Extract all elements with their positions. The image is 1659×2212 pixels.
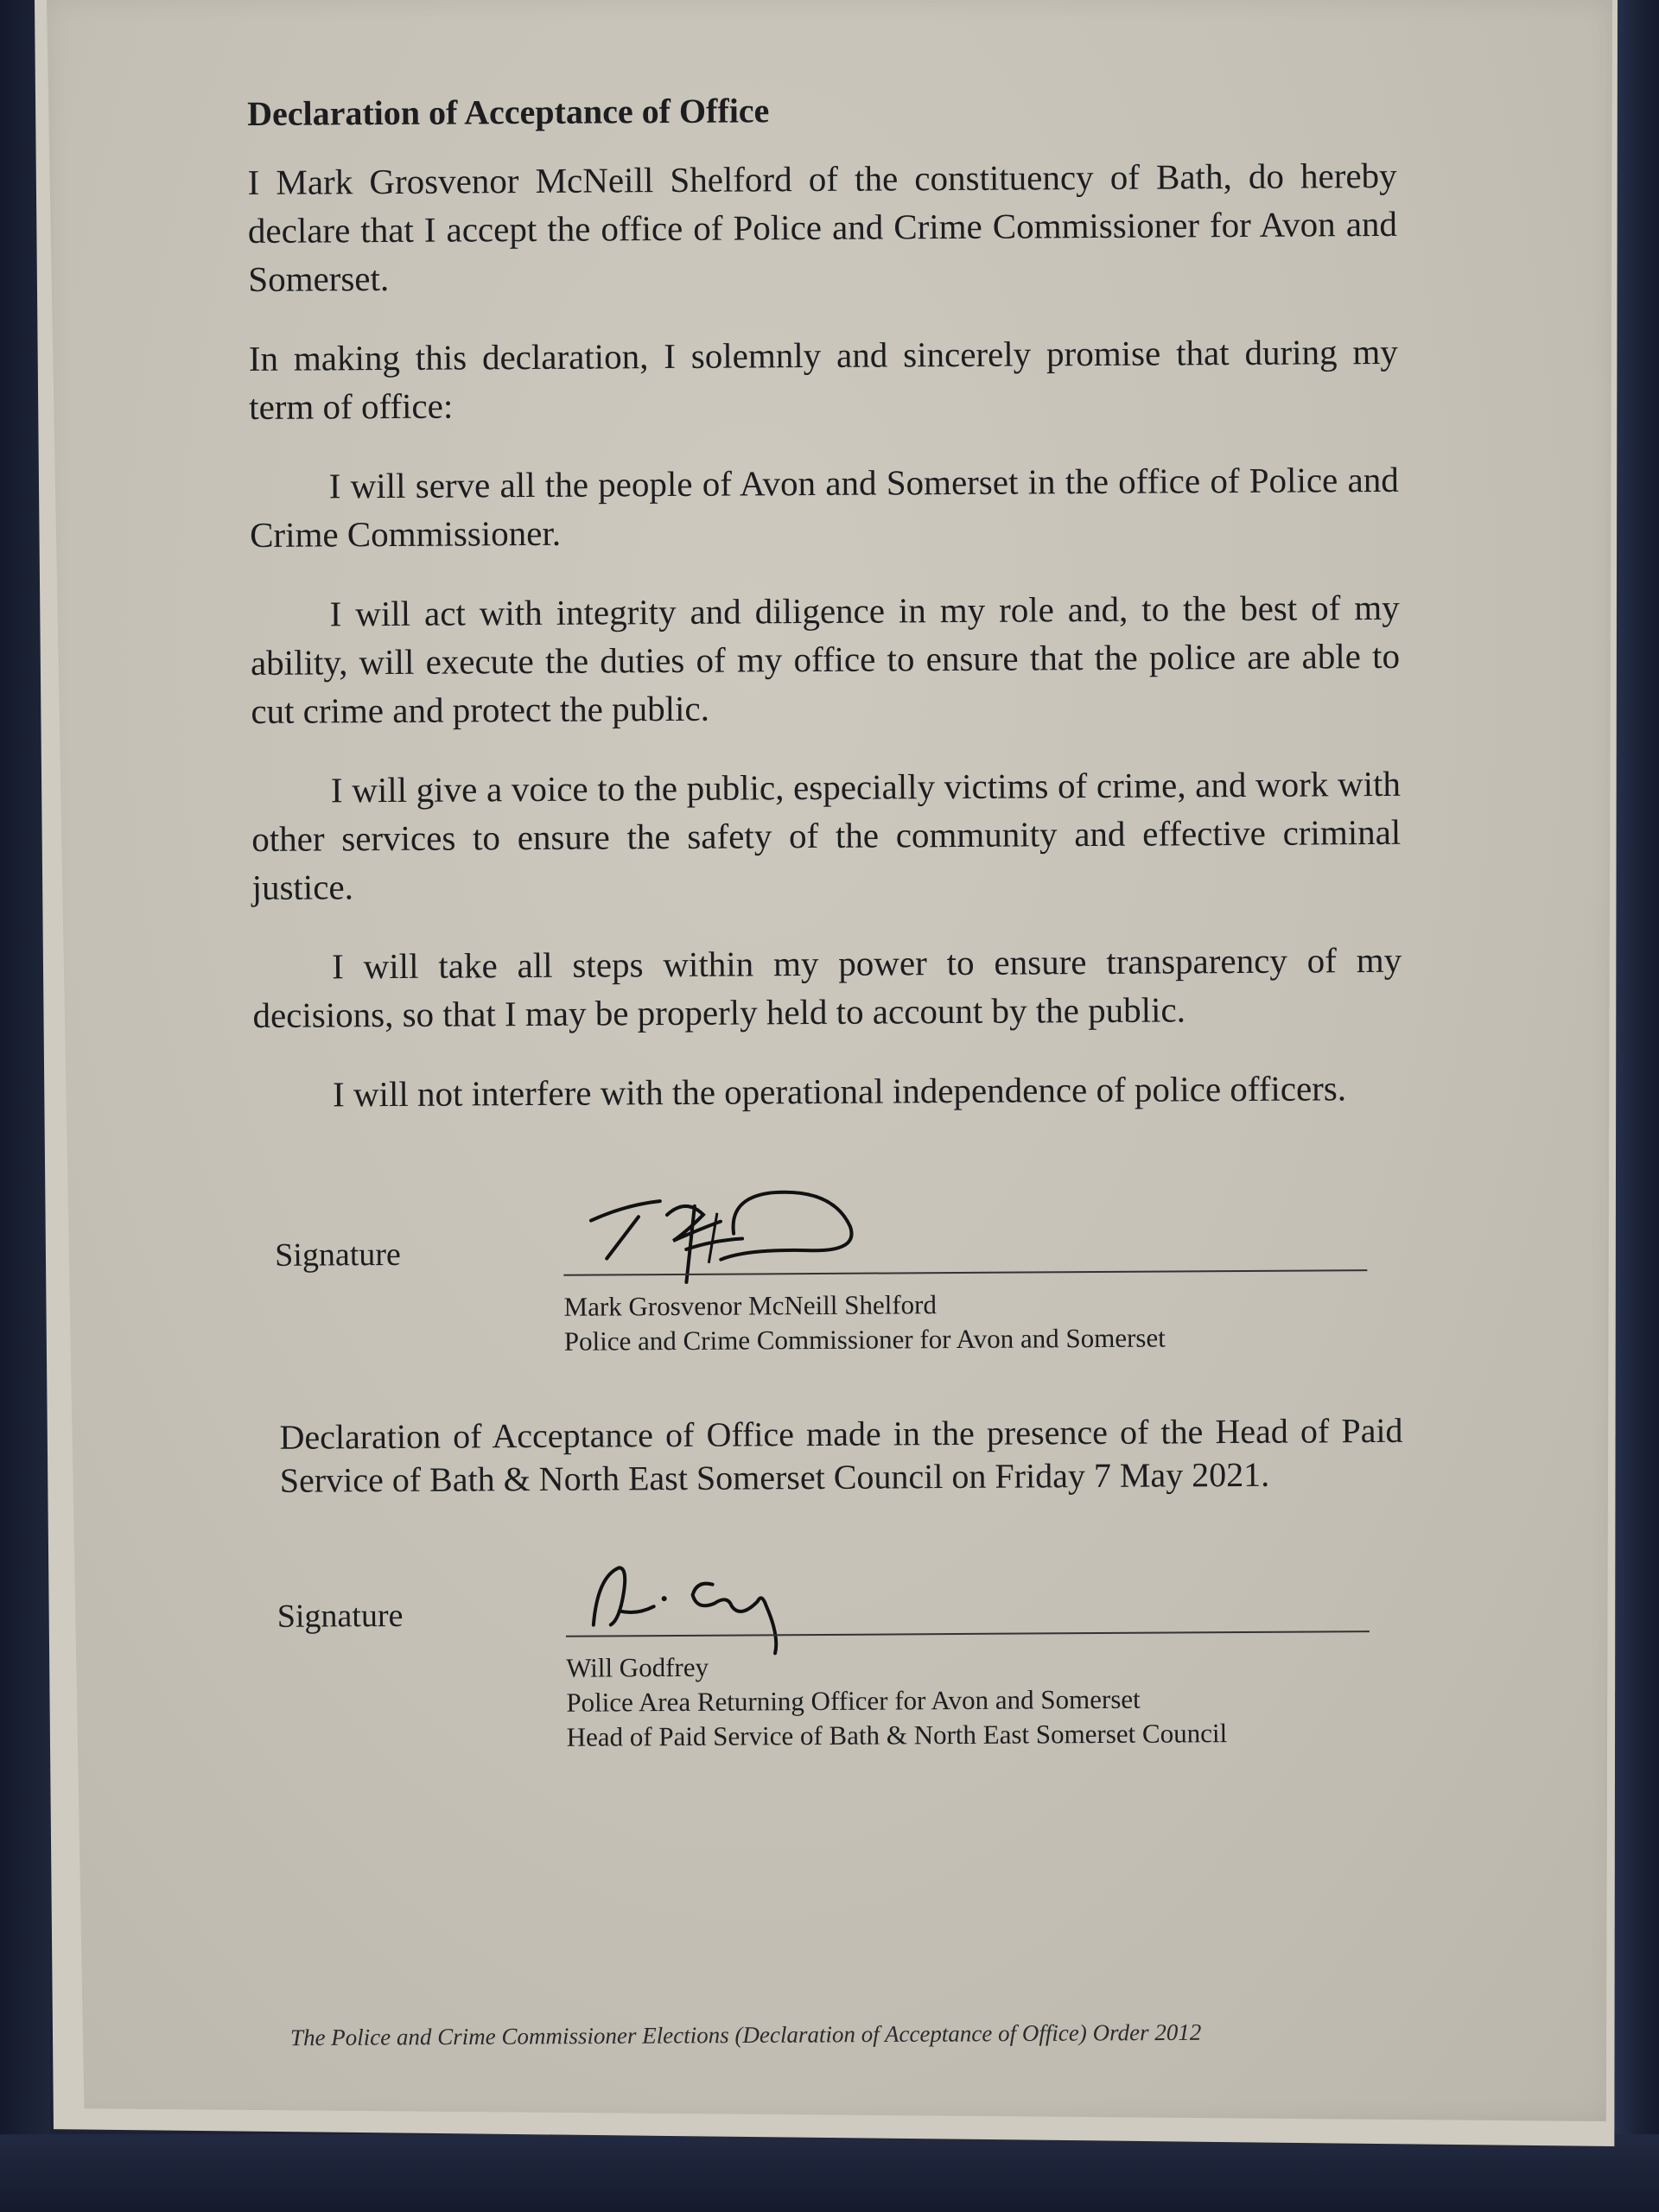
promise-voice-paragraph: I will give a voice to the public, especially victims of crime, and work with other services to ensure the safety of the community and effective criminal justice. bbox=[251, 763, 1402, 907]
signature-label: Signature bbox=[276, 1597, 404, 1635]
document-heading: Declaration of Acceptance of Office bbox=[247, 91, 770, 133]
promise-serve-paragraph: I will serve all the people of Avon and Somerset in the office of Police and Crime Commissioner. bbox=[249, 459, 1399, 555]
legal-order-footer: The Police and Crime Commissioner Elections (Declaration of Acceptance of Office) Order 2012 bbox=[289, 2018, 1202, 2051]
returning-officer-role: Police Area Returning Officer for Avon and Somerset bbox=[566, 1683, 1141, 1718]
commissioner-handwritten-signature bbox=[556, 1179, 920, 1302]
commissioner-name: Mark Grosvenor McNeill Shelford bbox=[563, 1289, 938, 1322]
council-role: Head of Paid Service of Bath & North East Somerset Council bbox=[566, 1718, 1228, 1752]
commissioner-signature-block bbox=[254, 1176, 1404, 1382]
promise-integrity-paragraph: I will act with integrity and diligence in my role and, to the best of my ability, will execute the duties of my office to ensure that the police are able to cut crime and protect the public. bbox=[250, 587, 1401, 731]
returning-officer-handwritten-signature bbox=[558, 1540, 922, 1663]
promise-intro-paragraph: In making this declaration, I solemnly and sincerely promise that during my term of office: bbox=[248, 331, 1398, 427]
promise-transparency-paragraph: I will take all steps within my power to ensure transparency of my decisions, so that I may be properly held to account by the public. bbox=[252, 939, 1402, 1035]
frame-bottom-edge bbox=[0, 2134, 1659, 2212]
returning-officer-details bbox=[566, 1647, 1227, 1755]
returning-officer-signature-block bbox=[256, 1537, 1406, 1751]
declaration-paragraph: I Mark Grosvenor McNeill Shelford of the constituency of Bath, do hereby declare that I accept the office of Police and Crime Commissioner for Avon and Somerset. bbox=[247, 155, 1398, 299]
declaration-document bbox=[247, 86, 1407, 1751]
returning-officer-name: Will Godfrey bbox=[566, 1651, 709, 1683]
frame-right-edge bbox=[1614, 0, 1659, 2212]
commissioner-role: Police and Crime Commissioner for Avon and Somerset bbox=[563, 1322, 1166, 1357]
commissioner-details bbox=[563, 1287, 1165, 1359]
presence-statement: Declaration of Acceptance of Office made in the presence of the Head of Paid Service of Bath & North East Somerset Council on Friday 7 May 2021. bbox=[279, 1410, 1403, 1500]
signature-label: Signature bbox=[275, 1236, 401, 1274]
promise-independence-paragraph: I will not interfere with the operational independence of police officers. bbox=[332, 1068, 1347, 1115]
